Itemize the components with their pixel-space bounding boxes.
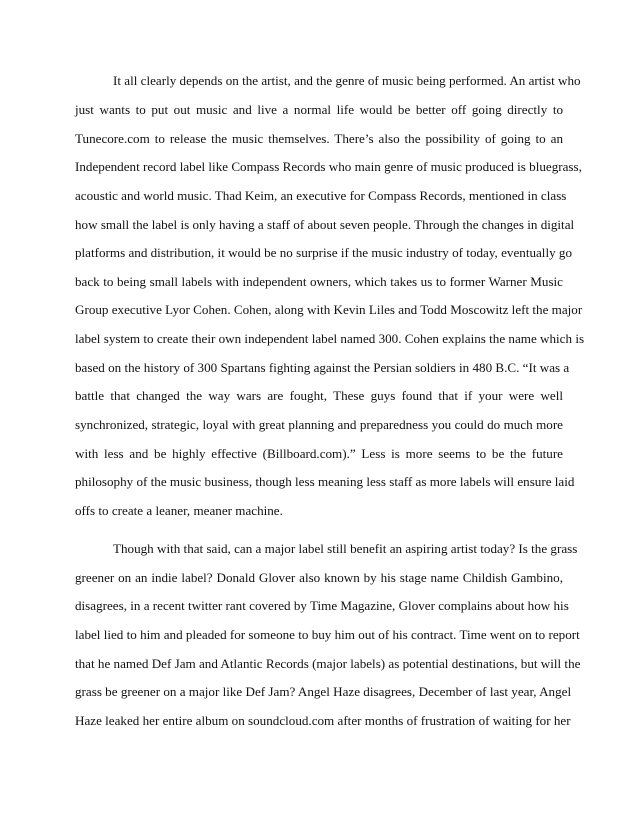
- paragraph-1-line-6: how small the label is only having a staff of about seven people. Through the changes in digital: [75, 217, 575, 232]
- paragraph-2-line-2: greener on an indie label? Donald Glover also known by his stage name Childish Gambino,: [75, 570, 563, 585]
- paragraph-1-line-10: label system to create their own independent label named 300. Cohen explains the name which is: [75, 331, 585, 346]
- paragraph-1-line-7: platforms and distribution, it would be no surprise if the music industry of today, eventually go: [75, 245, 572, 260]
- paragraph-1-line-8: back to being small labels with independent owners, which takes us to former Warner Music: [75, 274, 563, 289]
- paragraph-2-line-1: Though with that said, can a major label still benefit an aspiring artist today? Is the grass: [113, 541, 578, 556]
- paragraph-1-line-12: battle that changed the way wars are fought, These guys found that if your were well: [75, 388, 563, 403]
- paragraph-1-line-3: Tunecore.com to release the music themselves. There’s also the possibility of going to an: [75, 131, 563, 146]
- paragraph-2-line-5: that he named Def Jam and Atlantic Records (major labels) as potential destinations, but will the: [75, 656, 581, 671]
- paragraph-2-line-7: Haze leaked her entire album on soundcloud.com after months of frustration of waiting for her: [75, 713, 571, 728]
- paragraph-1-line-15: philosophy of the music business, though less meaning less staff as more labels will ensure laid: [75, 474, 575, 489]
- paragraph-2-line-6: grass be greener on a major like Def Jam? Angel Haze disagrees, December of last year, Angel: [75, 684, 572, 699]
- paragraph-1-line-14: with less and be highly effective (Billboard.com).” Less is more seems to be the future: [75, 446, 563, 461]
- paragraph-2-line-3: disagrees, in a recent twitter rant covered by Time Magazine, Glover complains about how his: [75, 598, 569, 613]
- paragraph-1-line-1: It all clearly depends on the artist, and the genre of music being performed. An artist who: [113, 73, 581, 88]
- paragraph-1-line-4: Independent record label like Compass Records who main genre of music produced is bluegrass,: [75, 159, 582, 174]
- paragraph-1-line-16: offs to create a leaner, meaner machine.: [75, 503, 283, 518]
- paragraph-2-line-4: label lied to him and pleaded for someone to buy him out of his contract. Time went on to report: [75, 627, 580, 642]
- paragraph-1-line-2: just wants to put out music and live a normal life would be better off going directly to: [75, 102, 563, 117]
- paragraph-1-line-11: based on the history of 300 Spartans fighting against the Persian soldiers in 480 B.C. “It was a: [75, 360, 570, 375]
- paragraph-1-line-13: synchronized, strategic, loyal with great planning and preparedness you could do much more: [75, 417, 563, 432]
- paragraph-1-line-5: acoustic and world music. Thad Keim, an executive for Compass Records, mentioned in class: [75, 188, 567, 203]
- paragraph-1-line-9: Group executive Lyor Cohen. Cohen, along with Kevin Liles and Todd Moscowitz left the major: [75, 302, 583, 317]
